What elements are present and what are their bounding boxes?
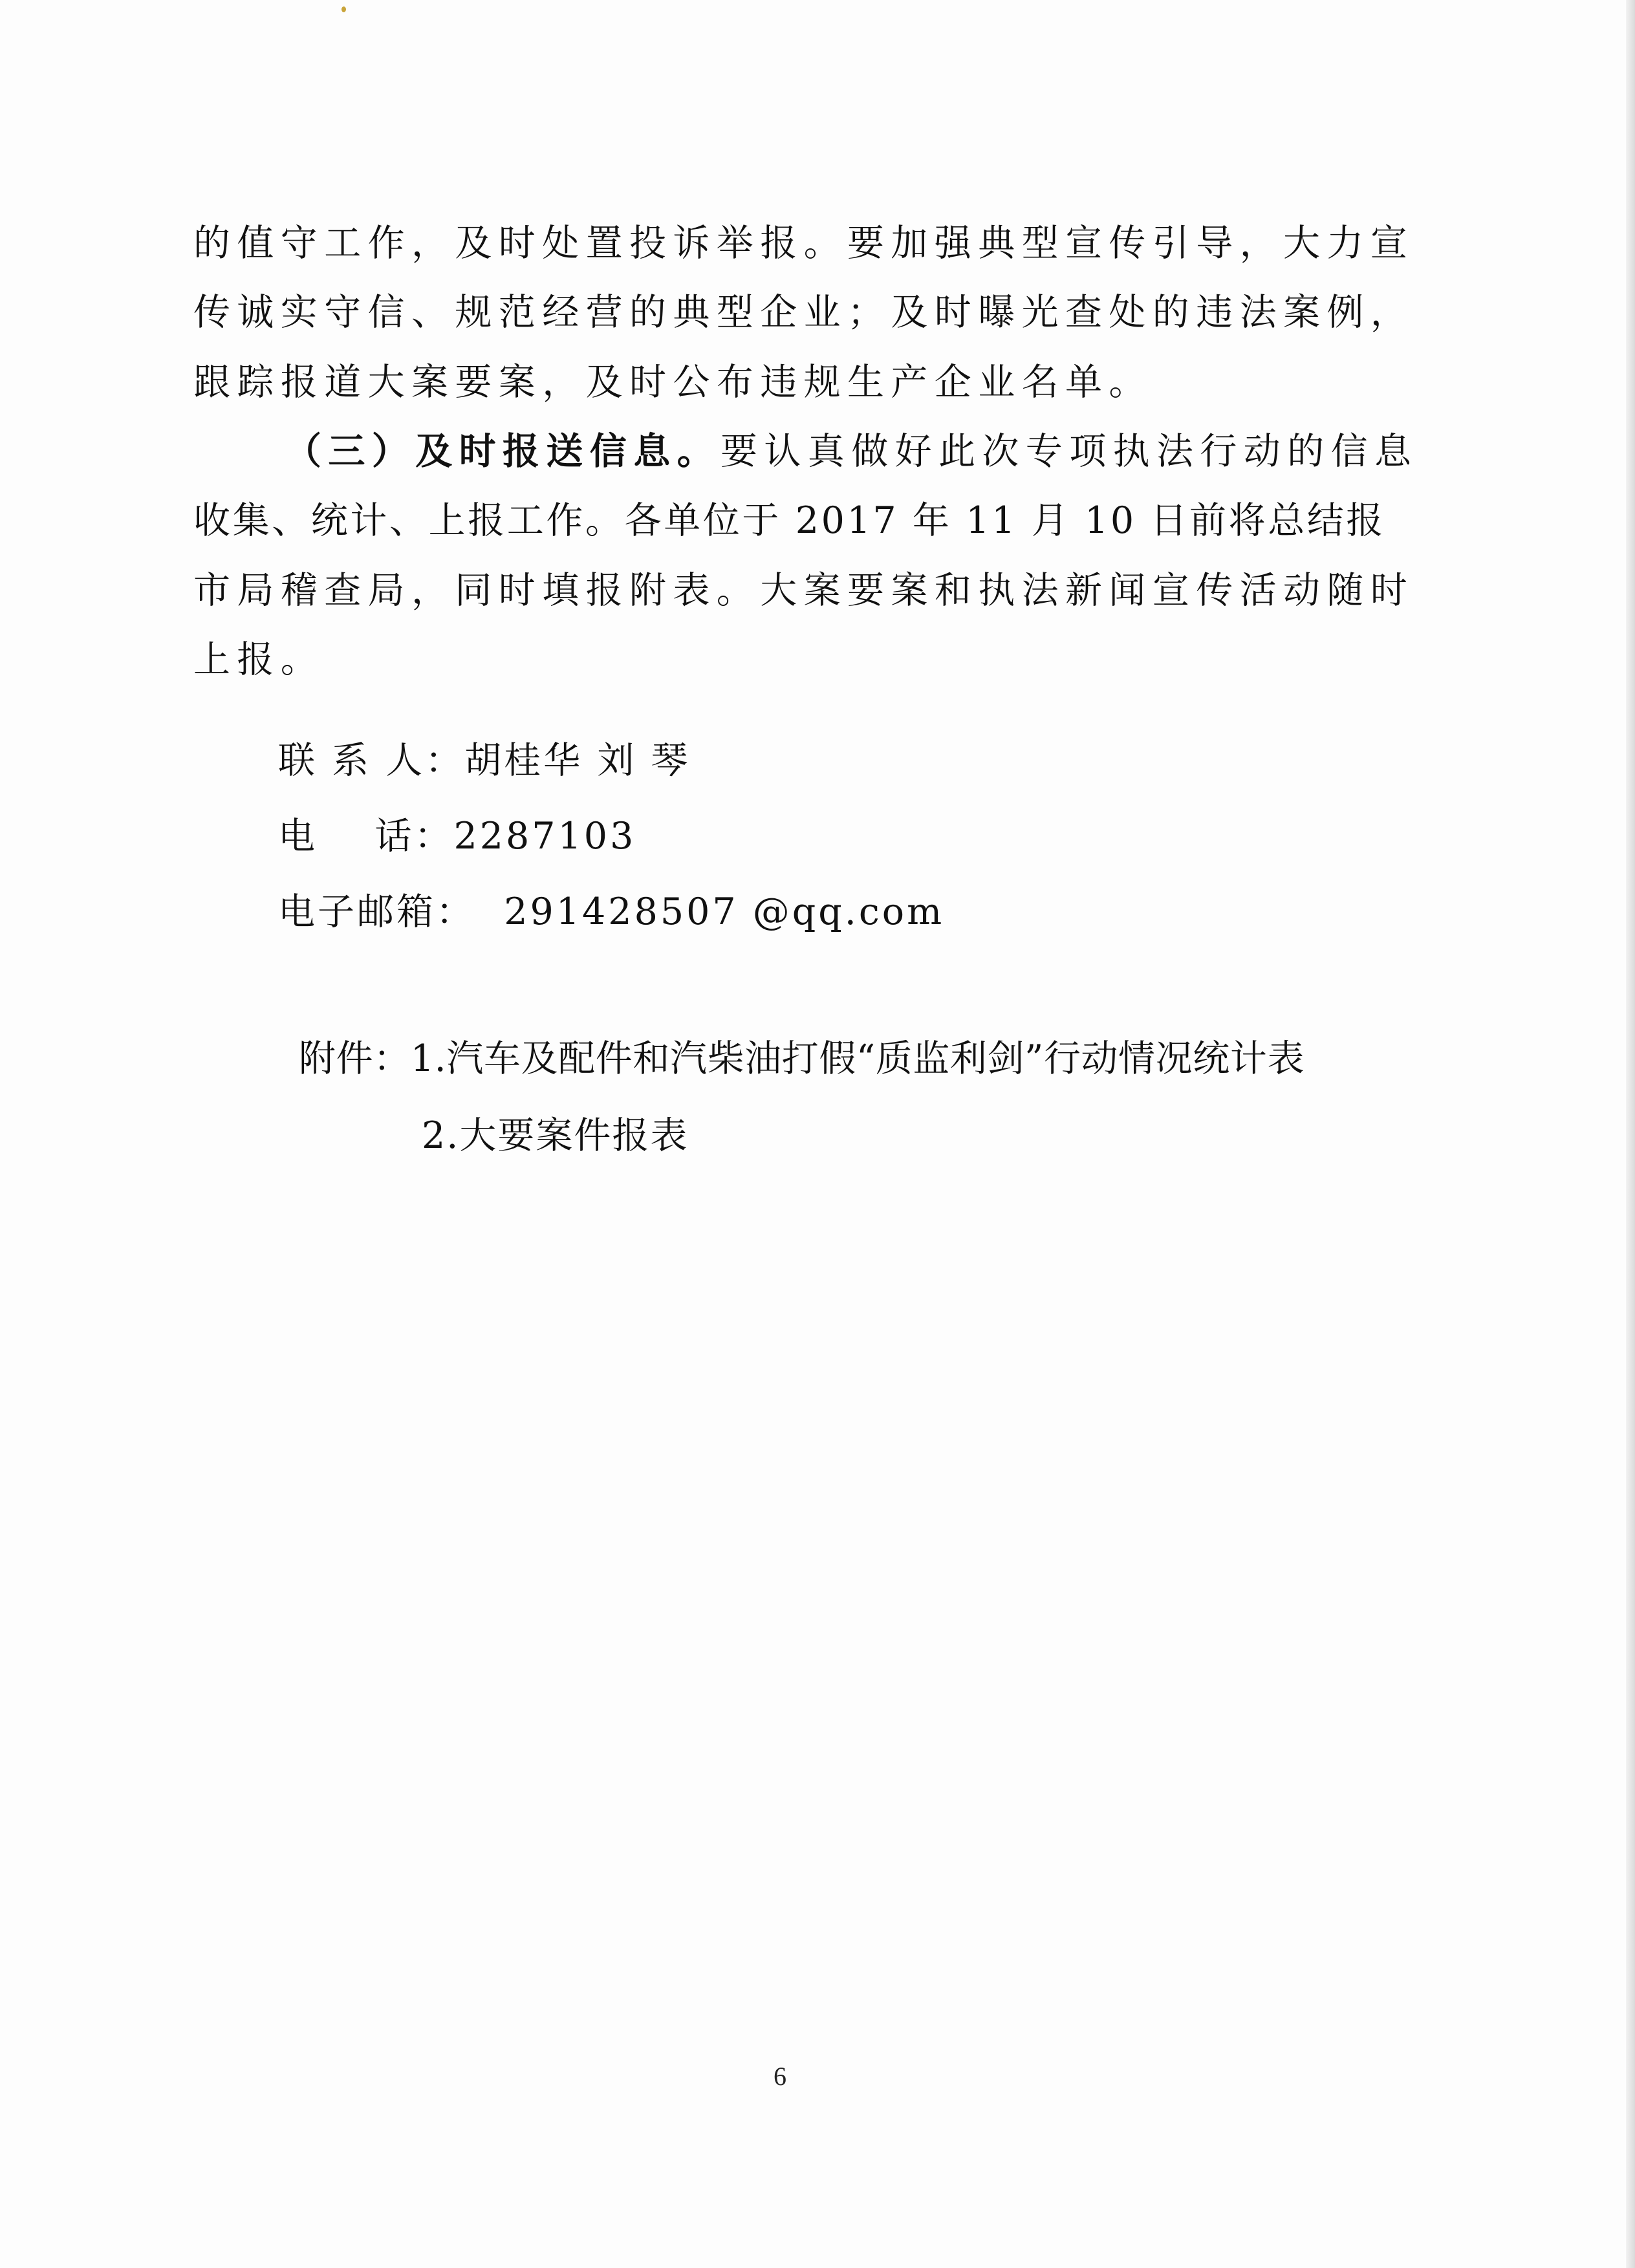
scan-edge [1626,0,1635,2268]
section-3-line-2: 收集、统计、上报工作。各单位于 2017 年 11 月 10 日前将总结报 [193,499,1386,542]
attachment-item-1: 附件：1.汽车及配件和汽柴油打假“质监利剑”行动情况统计表 [299,1037,1305,1080]
contact-phone: 电 话：2287103 [278,815,636,858]
page-number: 6 [774,2062,786,2091]
scan-speck [341,6,346,12]
section-3-first-text: 要认真做好此次专项执法行动的信息 [720,430,1418,473]
section-3-line-3: 市局稽查局，同时填报附表。大案要案和执法新闻宣传活动随时 [193,569,1414,612]
paragraph-line-2: 传诚实守信、规范经营的典型企业；及时曝光查处的违法案例， [193,291,1414,334]
section-3-heading: （三）及时报送信息。 [285,429,720,473]
contact-email: 电子邮箱： 291428507 @qq.com [278,891,945,933]
paragraph-line-3: 跟踪报道大案要案，及时公布违规生产企业名单。 [193,361,1153,404]
section-3-first-line [285,431,1418,472]
contact-person: 联 系 人：胡桂华 刘 琴 [278,739,691,782]
attachment-item-2: 2.大要案件报表 [422,1114,689,1157]
section-3-line-4: 上报。 [193,638,325,681]
paragraph-line-1: 的值守工作，及时处置投诉举报。要加强典型宣传引导，大力宣 [193,222,1414,265]
